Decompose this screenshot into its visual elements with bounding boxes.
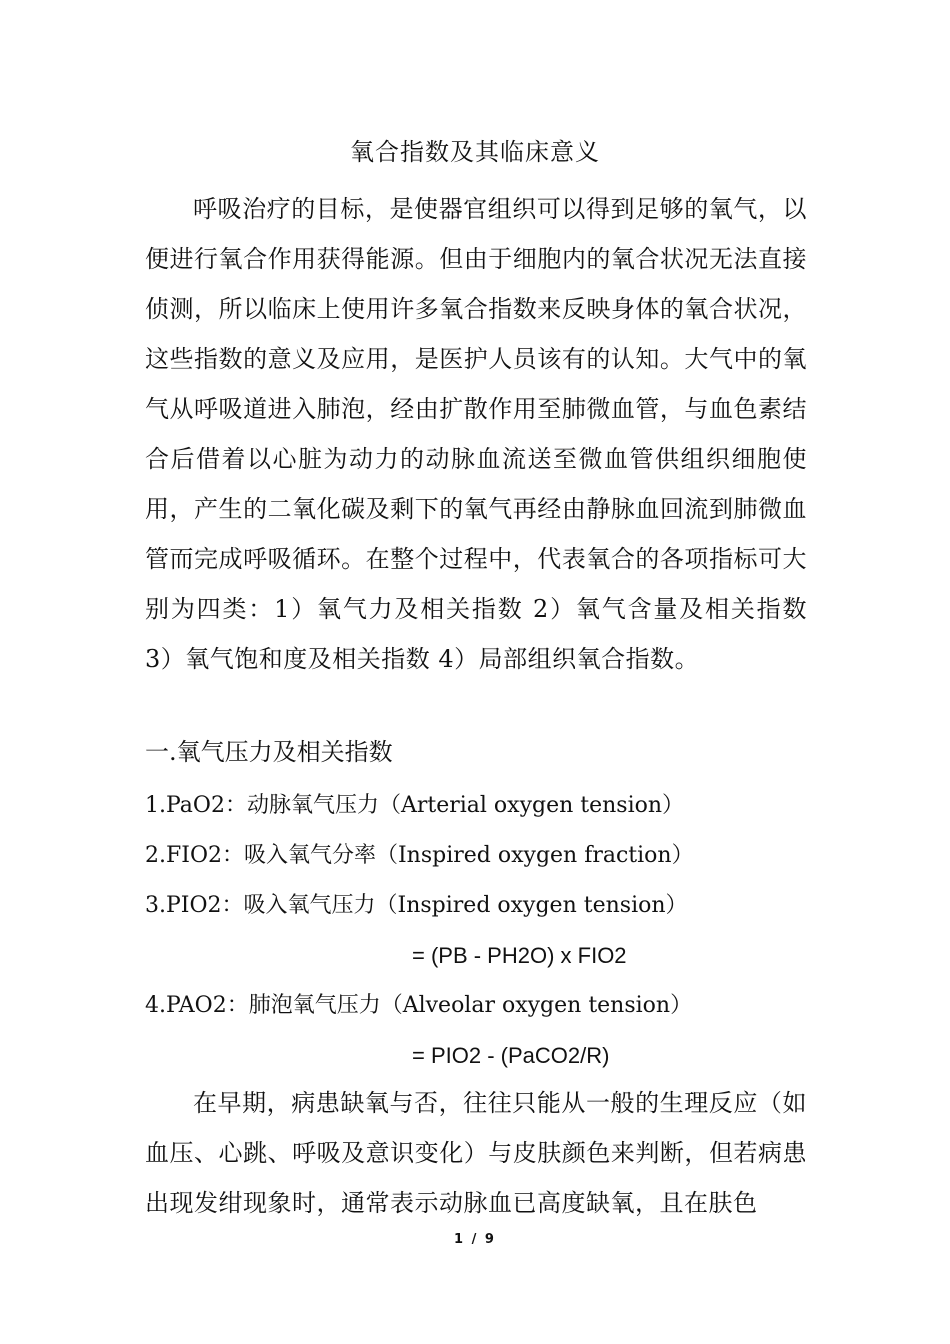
list-item-pao2: 1.PaO2：动脉氧气压力（Arterial oxygen tension）: [145, 793, 685, 818]
formula-alveolar-pao2: = PIO2 - (PaCO2/R): [412, 1043, 610, 1068]
page-number: 1 / 9: [454, 1232, 496, 1247]
list-item-fio2: 2.FIO2：吸入氧气分率（Inspired oxygen fraction）: [145, 843, 694, 868]
list-item-alveolar-pao2: 4.PAO2：肺泡氧气压力（Alveolar oxygen tension）: [145, 993, 693, 1018]
list-item-pio2: 3.PIO2：吸入氧气压力（Inspired oxygen tension）: [145, 893, 688, 918]
formula-pio2: = (PB - PH2O) x FIO2: [412, 943, 627, 968]
document-title: 氧合指数及其临床意义: [350, 138, 600, 166]
intro-paragraph: 呼吸治疗的目标，是使器官组织可以得到足够的氧气，以便进行氧合作用获得能源。但由于细胞内的氧合状况无法直接侦测，所以临床上使用许多氧合指数来反映身体的氧合状况，这些指数的意义及应用，是医护人员该有的认知。大气中的氧气从呼吸道进入肺泡，经由扩散作用至肺微血管，与血色素结合后借着以心脏为动力的动脉血流送至微血管供组织细胞使用，产生的二氧化碳及剩下的氧气再经由静脉血回流到肺微血管而完成呼吸循环。在整个过程中，代表氧合的各项指标可大别为四类：1）氧气力及相关指数 2）氧气含量及相关指数 3）氧气饱和度及相关指数 4）局部组织氧合指数。: [145, 195, 807, 673]
section-heading: 一.氧气压力及相关指数: [145, 738, 393, 766]
second-paragraph: 在早期，病患缺氧与否，往往只能从一般的生理反应（如血压、心跳、呼吸及意识变化）与皮肤颜色来判断，但若病患出现发绀现象时，通常表示动脉血已高度缺氧，且在肤色: [145, 1089, 807, 1217]
